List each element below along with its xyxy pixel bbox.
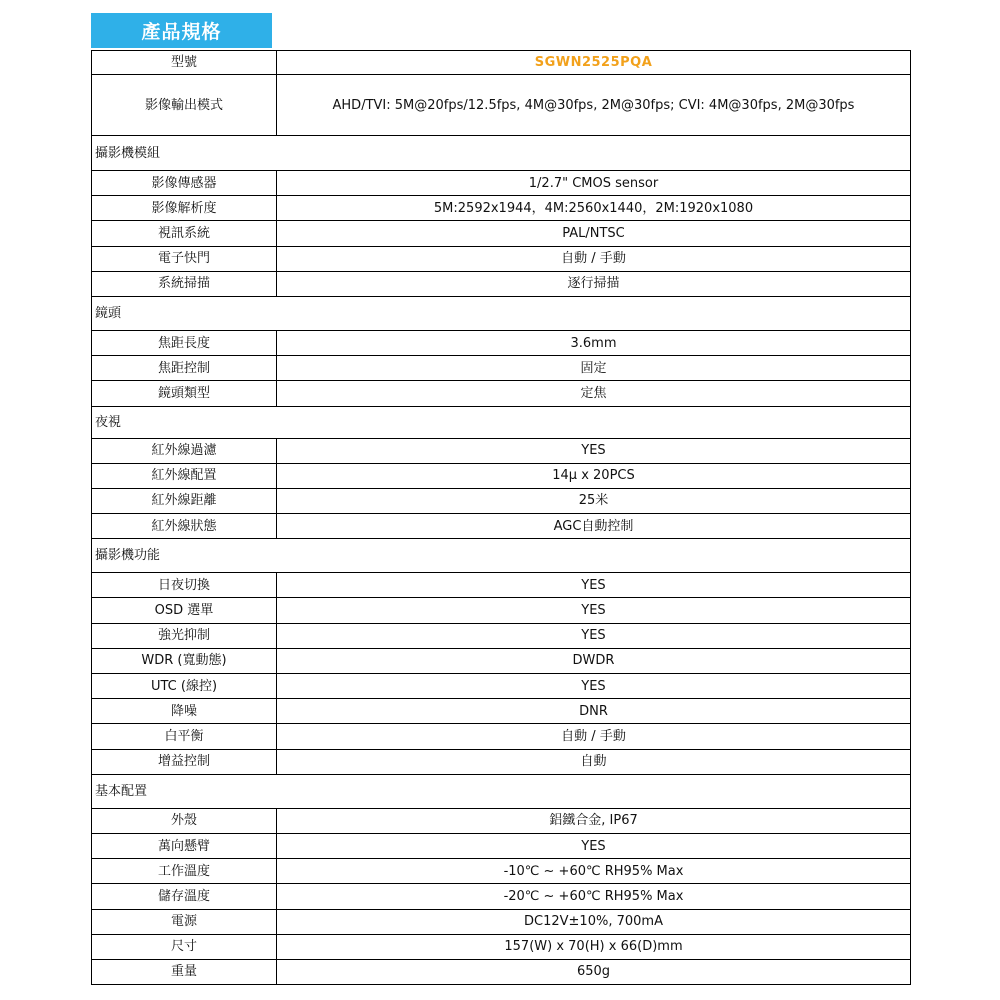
spec-label: 外殼 — [92, 808, 277, 833]
spec-value: 14μ x 20PCS — [277, 463, 911, 488]
spec-label: WDR (寬動態) — [92, 648, 277, 673]
spec-value: YES — [277, 438, 911, 463]
spec-value: DNR — [277, 699, 911, 724]
spec-row — [92, 221, 911, 246]
spec-label: 日夜切換 — [92, 573, 277, 598]
spec-label: 萬向懸臂 — [92, 833, 277, 858]
spec-row — [92, 648, 911, 673]
spec-row — [92, 859, 911, 884]
spec-row — [92, 623, 911, 648]
spec-row-output-mode — [92, 75, 911, 136]
spec-label: 型號 — [92, 51, 277, 75]
spec-row — [92, 356, 911, 381]
spec-value: 自動 / 手動 — [277, 724, 911, 749]
spec-value: 25米 — [277, 488, 911, 513]
spec-label: 紅外線過濾 — [92, 438, 277, 463]
spec-label: 紅外線狀態 — [92, 514, 277, 539]
spec-row — [92, 196, 911, 221]
spec-label: 工作溫度 — [92, 859, 277, 884]
spec-header-tab — [91, 13, 272, 48]
spec-label: UTC (線控) — [92, 674, 277, 699]
spec-label: 儲存溫度 — [92, 884, 277, 909]
spec-label: OSD 選單 — [92, 598, 277, 623]
spec-row — [92, 674, 911, 699]
spec-row — [92, 488, 911, 513]
spec-value: DC12V±10%, 700mA — [277, 909, 911, 934]
spec-row — [92, 271, 911, 296]
section-title: 基本配置 — [92, 774, 911, 808]
spec-row — [92, 514, 911, 539]
spec-value: -10℃ ~ +60℃ RH95% Max — [277, 859, 911, 884]
spec-value: YES — [277, 674, 911, 699]
spec-label: 降噪 — [92, 699, 277, 724]
spec-row — [92, 330, 911, 355]
spec-value: DWDR — [277, 648, 911, 673]
spec-value: 固定 — [277, 356, 911, 381]
spec-row — [92, 699, 911, 724]
spec-label: 影像輸出模式 — [92, 75, 277, 136]
spec-row — [92, 884, 911, 909]
section-title: 攝影機功能 — [92, 539, 911, 573]
spec-row — [92, 463, 911, 488]
spec-value: 1/2.7" CMOS sensor — [277, 171, 911, 196]
spec-value: YES — [277, 623, 911, 648]
spec-label: 紅外線距離 — [92, 488, 277, 513]
spec-label: 影像解析度 — [92, 196, 277, 221]
spec-value: 鋁鐵合金, IP67 — [277, 808, 911, 833]
section-header-row — [92, 136, 911, 171]
spec-label: 白平衡 — [92, 724, 277, 749]
spec-label: 重量 — [92, 959, 277, 984]
spec-row — [92, 381, 911, 406]
section-title: 夜視 — [92, 406, 911, 438]
section-header-row — [92, 774, 911, 808]
spec-header-title: 產品規格 — [141, 21, 222, 43]
spec-label: 鏡頭類型 — [92, 381, 277, 406]
spec-label: 紅外線配置 — [92, 463, 277, 488]
spec-label: 強光抑制 — [92, 623, 277, 648]
section-header-row — [92, 296, 911, 330]
spec-value: AHD/TVI: 5M@20fps/12.5fps, 4M@30fps, 2M@30fps; CVI: 4M@30fps, 2M@30fps — [277, 75, 911, 136]
spec-value: 650g — [277, 959, 911, 984]
spec-label: 焦距長度 — [92, 330, 277, 355]
section-header-row — [92, 406, 911, 438]
spec-table — [91, 50, 911, 985]
spec-value: 定焦 — [277, 381, 911, 406]
spec-label: 焦距控制 — [92, 356, 277, 381]
spec-row — [92, 909, 911, 934]
spec-row — [92, 833, 911, 858]
section-title: 攝影機模組 — [92, 136, 911, 171]
spec-label: 系統掃描 — [92, 271, 277, 296]
spec-row-model — [92, 51, 911, 75]
spec-value: 自動 — [277, 749, 911, 774]
spec-label: 電子快門 — [92, 246, 277, 271]
spec-label: 尺寸 — [92, 934, 277, 959]
spec-row — [92, 171, 911, 196]
spec-value: YES — [277, 573, 911, 598]
spec-row — [92, 573, 911, 598]
spec-value: 157(W) x 70(H) x 66(D)mm — [277, 934, 911, 959]
section-header-row — [92, 539, 911, 573]
spec-value: YES — [277, 833, 911, 858]
spec-value: 3.6mm — [277, 330, 911, 355]
spec-row — [92, 724, 911, 749]
spec-label: 電源 — [92, 909, 277, 934]
spec-row — [92, 246, 911, 271]
spec-row — [92, 598, 911, 623]
spec-value: 5M:2592x1944，4M:2560x1440，2M:1920x1080 — [277, 196, 911, 221]
spec-value: PAL/NTSC — [277, 221, 911, 246]
spec-row — [92, 808, 911, 833]
spec-row — [92, 959, 911, 984]
spec-value: 自動 / 手動 — [277, 246, 911, 271]
spec-value: AGC自動控制 — [277, 514, 911, 539]
section-title: 鏡頭 — [92, 296, 911, 330]
spec-label: 增益控制 — [92, 749, 277, 774]
spec-label: 影像傳感器 — [92, 171, 277, 196]
spec-label: 視訊系統 — [92, 221, 277, 246]
spec-value: YES — [277, 598, 911, 623]
spec-row — [92, 438, 911, 463]
spec-value: 逐行掃描 — [277, 271, 911, 296]
spec-value-model: SGWN2525PQA — [277, 51, 911, 75]
spec-row — [92, 934, 911, 959]
spec-value: -20℃ ~ +60℃ RH95% Max — [277, 884, 911, 909]
spec-row — [92, 749, 911, 774]
